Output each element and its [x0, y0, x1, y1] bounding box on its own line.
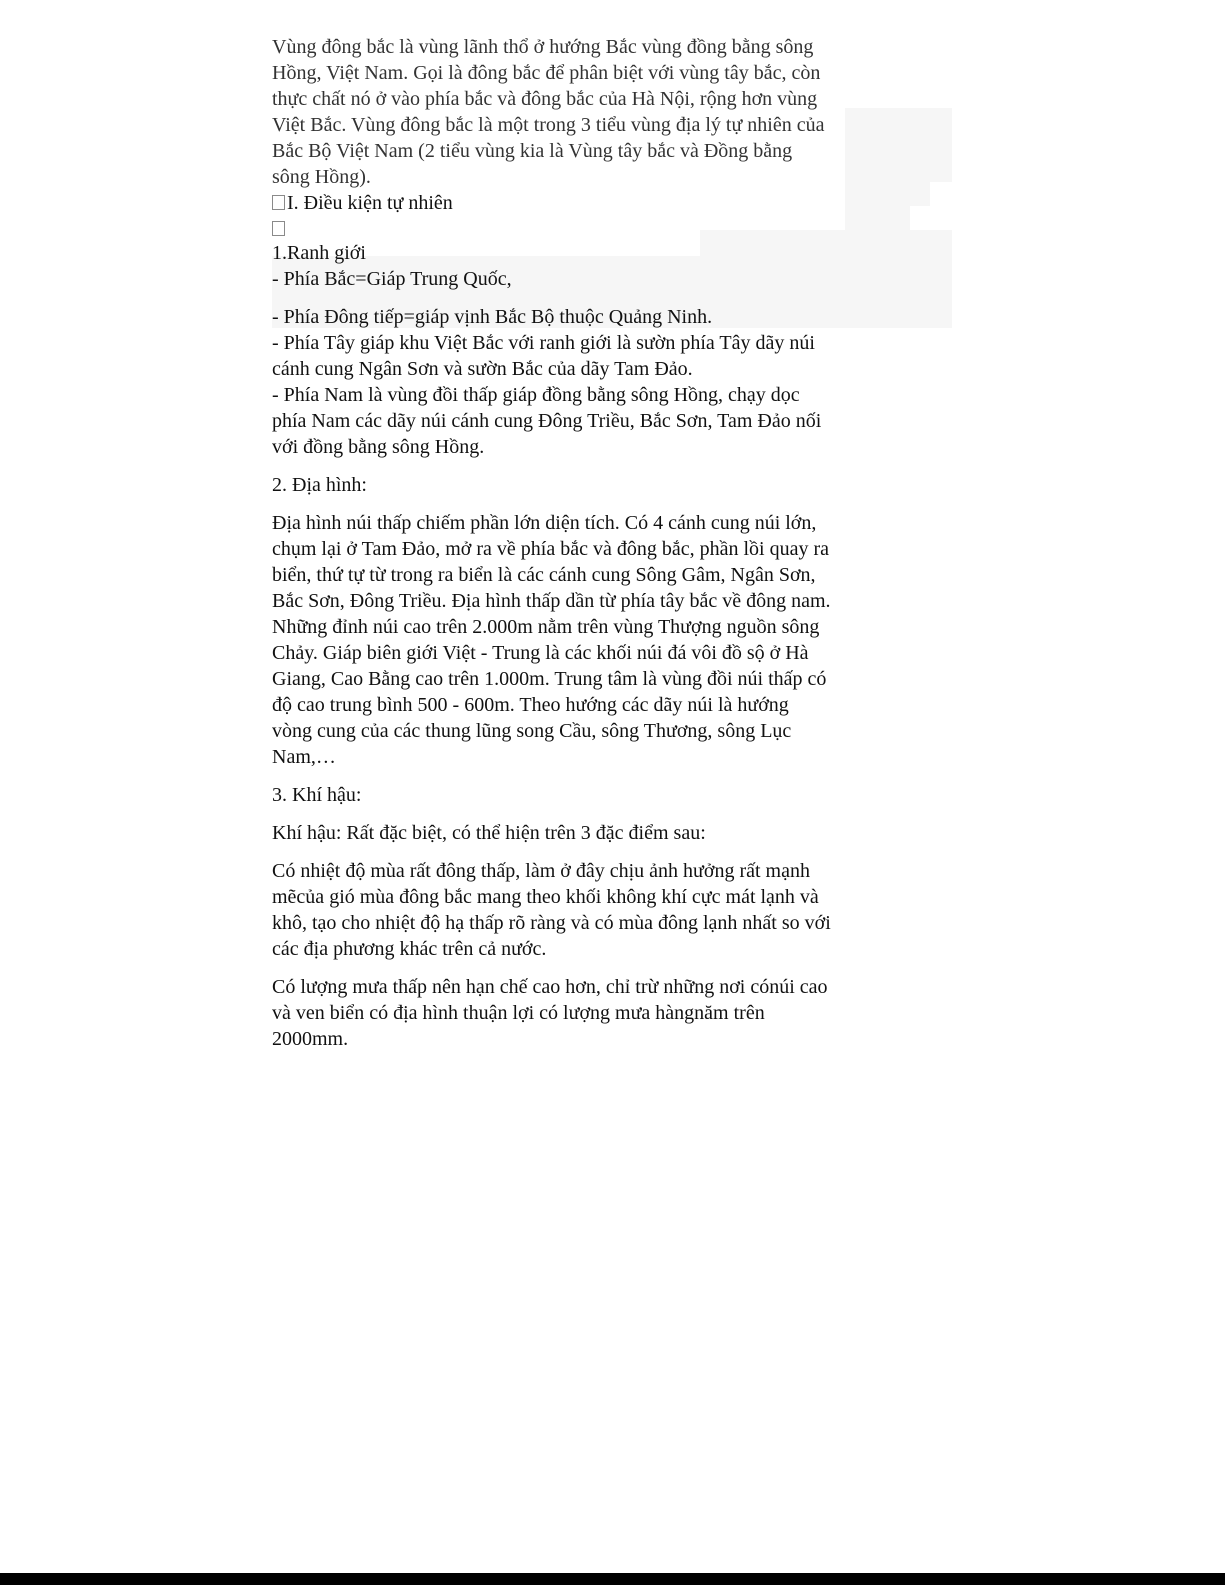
subheading-climate: 3. Khí hậu:: [272, 784, 362, 806]
subheading-borders: 1.Ranh giới: [272, 242, 366, 264]
scan-shade-3: [845, 182, 930, 206]
terrain-paragraph: Địa hình núi thấp chiếm phần lớn diện tích. Có 4 cánh cung núi lớn, chụm lại ở Tam Đảo, mở ra về phía bắc và đông bắc, phần lồi quay ra biển, thứ tự từ trong ra biển là các cánh cung Sông Gâm, Ngân Sơn, Bắc Sơn, Đông Triều. Địa hình thấp dần từ phía tây bắc về đông nam. Những đỉnh núi cao trên 2.000m nằm trên vùng Thượng nguồn sông Chảy. Giáp biên giới Việt - Trung là các khối núi đá vôi đồ sộ ở Hà Giang, Cao Bằng cao trên 1.000m. Trung tâm là vùng đồi núi thấp có độ cao trung bình 500 - 600m. Theo hướng các dãy núi là hướng vòng cung của các thung lũng song Cầu, sông Thương, sông Lục Nam,…: [272, 512, 831, 768]
section-heading-text: I. Điều kiện tự nhiên: [287, 192, 453, 214]
checkbox-glyph-icon: [272, 221, 285, 236]
scan-shade-1: [845, 108, 952, 134]
section-heading: [272, 190, 832, 216]
scan-shade-2: [845, 134, 952, 182]
climate-paragraph-1: Có nhiệt độ mùa rất đông thấp, làm ở đây chịu ảnh hưởng rất mạnh mẽcủa gió mùa đông bắc mang theo khối không khí cực mát lạnh và khô, tạo cho nhiệt độ hạ thấp rõ ràng và có mùa đông lạnh nhất so với các địa phương khác trên cả nước.: [272, 860, 831, 960]
scan-shade-4: [845, 206, 910, 230]
border-south: - Phía Nam là vùng đồi thấp giáp đồng bằng sông Hồng, chạy dọc phía Nam các dãy núi cánh cung Đông Triều, Bắc Sơn, Tam Đảo nối với đồng bằng sông Hồng.: [272, 384, 822, 458]
placeholder-line: [272, 216, 832, 240]
border-west: - Phía Tây giáp khu Việt Bắc với ranh giới là sườn phía Tây dãy núi cánh cung Ngân Sơn và sườn Bắc của dãy Tam Đảo.: [272, 332, 815, 380]
checkbox-glyph-icon: [272, 195, 285, 210]
border-north: - Phía Bắc=Giáp Trung Quốc,: [272, 268, 512, 290]
border-east: - Phía Đông tiếp=giáp vịnh Bắc Bộ thuộc Quảng Ninh.: [272, 306, 713, 328]
climate-intro: Khí hậu: Rất đặc biệt, có thể hiện trên 3 đặc điểm sau:: [272, 822, 706, 844]
intro-paragraph: Vùng đông bắc là vùng lãnh thổ ở hướng Bắc vùng đồng bằng sông Hồng, Việt Nam. Gọi là đông bắc để phân biệt với vùng tây bắc, còn thực chất nó ở vào phía bắc và đông bắc của Hà Nội, rộng hơn vùng Việt Bắc. Vùng đông bắc là một trong 3 tiểu vùng địa lý tự nhiên của Bắc Bộ Việt Nam (2 tiểu vùng kia là Vùng tây bắc và Đồng bằng sông Hồng).: [272, 36, 825, 188]
climate-paragraph-2: Có lượng mưa thấp nên hạn chế cao hơn, chỉ trừ những nơi cónúi cao và ven biển có địa hình thuận lợi có lượng mưa hàngnăm trên 2000mm.: [272, 976, 828, 1050]
bottom-border: [0, 1573, 1225, 1585]
document-page: [272, 34, 832, 1052]
subheading-terrain: 2. Địa hình:: [272, 474, 367, 496]
